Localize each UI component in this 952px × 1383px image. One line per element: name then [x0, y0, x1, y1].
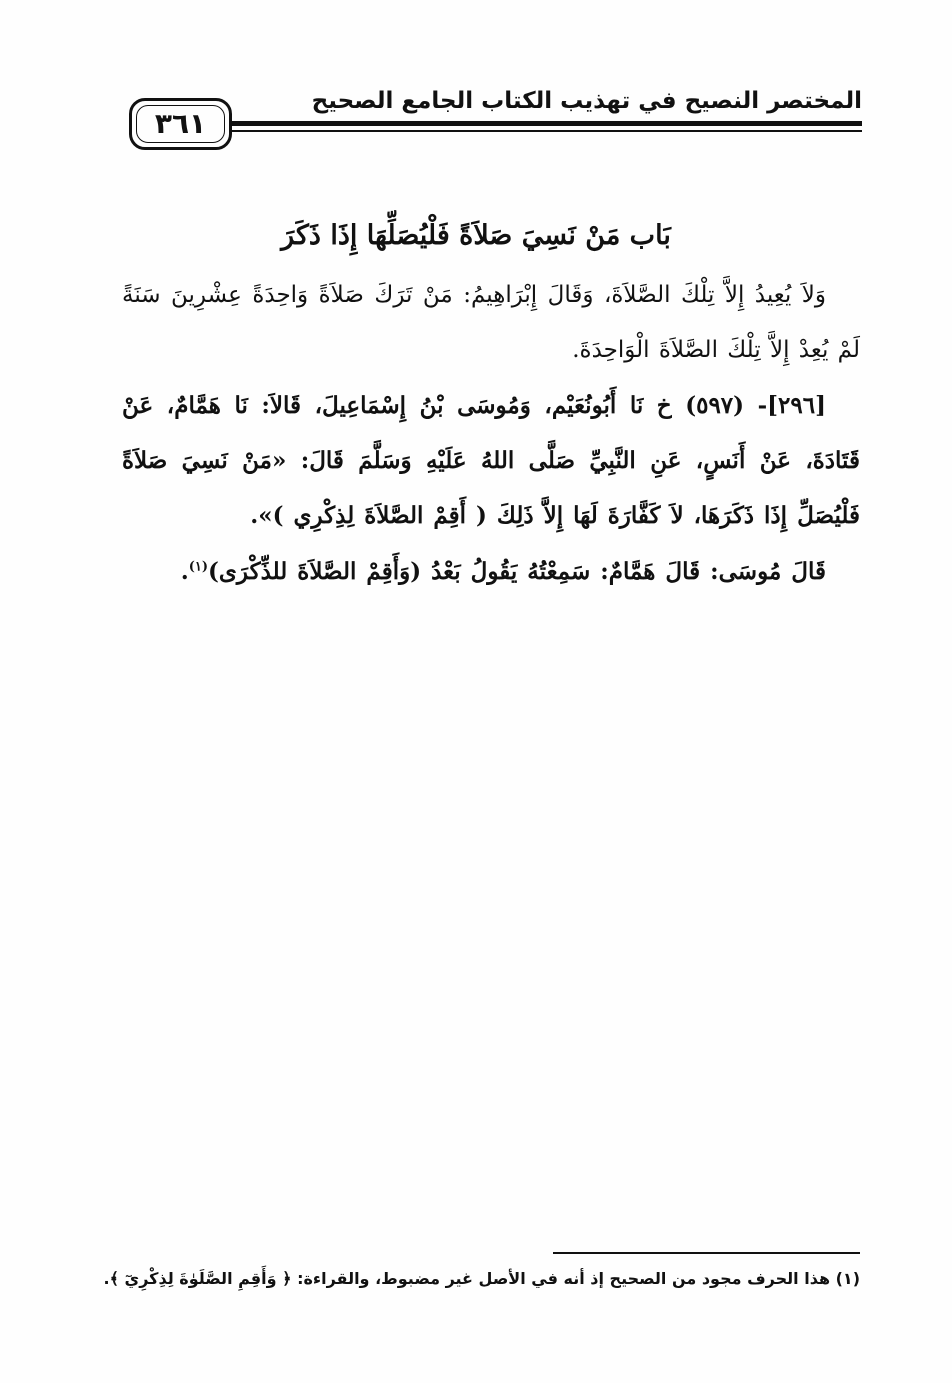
- moosa-text: قَالَ مُوسَى: قَالَ هَمَّامٌ: سَمِعْتُهُ يَقُولُ بَعْدُ (وَأَقِمْ الصَّلاَةَ للذِّكْرَى): [208, 558, 826, 585]
- running-title: المختصر النصيح في تهذيب الكتاب الجامع الصحيح: [311, 88, 862, 114]
- header-rule: [232, 121, 862, 126]
- page-number: ٣٦١: [154, 107, 207, 140]
- page-number-frame: [129, 98, 232, 150]
- chapter-heading: بَاب مَنْ نَسِيَ صَلاَةً فَلْيُصَلِّهَا إِذَا ذَكَرَ: [281, 220, 671, 251]
- moosa-paragraph: [122, 544, 860, 599]
- footnote-separator: [553, 1252, 860, 1254]
- footnote-reference: (١): [188, 559, 209, 575]
- hadith-paragraph: [٢٩٦]- (٥٩٧) خ نَا أَبُونُعَيْم، وَمُوسَى بْنُ إِسْمَاعِيلَ، قَالاَ: نَا هَمَّامٌ، عَنْ قَتَادَةَ، عَنْ أَنَسٍ، عَنِ النَّبِيِّ صَلَّى اللهُ عَلَيْهِ وَسَلَّمَ قَالَ: «مَنْ نَسِيَ صَلاَةً فَلْيُصَلِّ إِذَا ذَكَرَهَا، لاَ كَفَّارَةَ لَهَا إِلاَّ ذَلِكَ ( أَقِمْ الصَّلاَةَ لِذِكْرِي )».: [122, 392, 860, 529]
- header-rule-thin: [232, 130, 862, 132]
- footnote: (١) هذا الحرف مجود من الصحيح إذ أنه في الأصل غير مضبوط، والقراءة: ﴿ وَأَقِمِ الصَّلَوٰةَ لِذِكْرِيٓ ﴾.: [103, 1269, 860, 1288]
- intro-paragraph: وَلاَ يُعِيدُ إِلاَّ تِلْكَ الصَّلاَةَ، وَقَالَ إِبْرَاهِيمُ: مَنْ تَرَكَ صَلاَةً وَاحِدَةً عِشْرِينَ سَنَةً لَمْ يُعِدْ إِلاَّ تِلْكَ الصَّلاَةَ الْوَاحِدَةَ.: [122, 282, 860, 363]
- moosa-end: .: [180, 558, 189, 585]
